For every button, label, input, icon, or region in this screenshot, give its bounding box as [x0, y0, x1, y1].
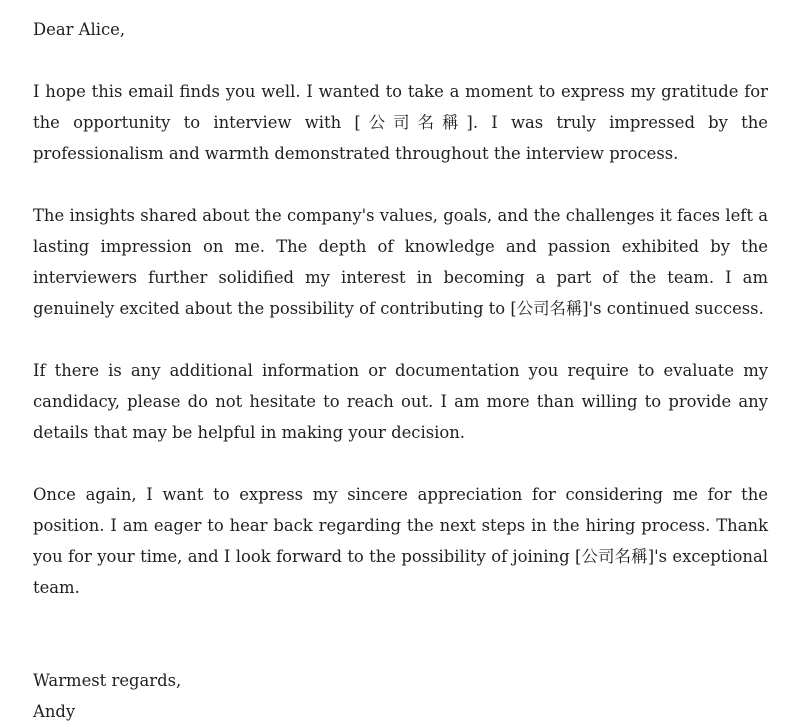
greeting: Dear Alice,: [33, 20, 126, 39]
paragraph-insights: The insights shared about the company's values, goals, and the challenges it faces left a lasting impression on me. The depth of knowledge and passion exhibited by the interviewers further solidified my interest in becoming a part of the team. I am genuinely excited about the possibility of contributing to [公司名稱]'s continued success.: [33, 206, 768, 318]
paragraph-appreciation: Once again, I want to express my sincere appreciation for considering me for the position. I am eager to hear back regarding the next steps in the hiring process. Thank you for your time, and I look forward to the possibility of joining [公司名稱]'s exceptional team.: [33, 485, 768, 597]
email-letter: [33, 14, 768, 727]
closing: Warmest regards,: [33, 671, 182, 690]
paragraph-gratitude: I hope this email finds you well. I wanted to take a moment to express my gratitude for the opportunity to interview with [公司名稱]. I was truly impressed by the professionalism and warmth demonstrated throughout the interview process.: [33, 82, 768, 163]
paragraph-additional-info: If there is any additional information or documentation you require to evaluate my candidacy, please do not hesitate to reach out. I am more than willing to provide any details that may be helpful in making your decision.: [33, 361, 768, 442]
signature: Andy: [33, 702, 76, 721]
